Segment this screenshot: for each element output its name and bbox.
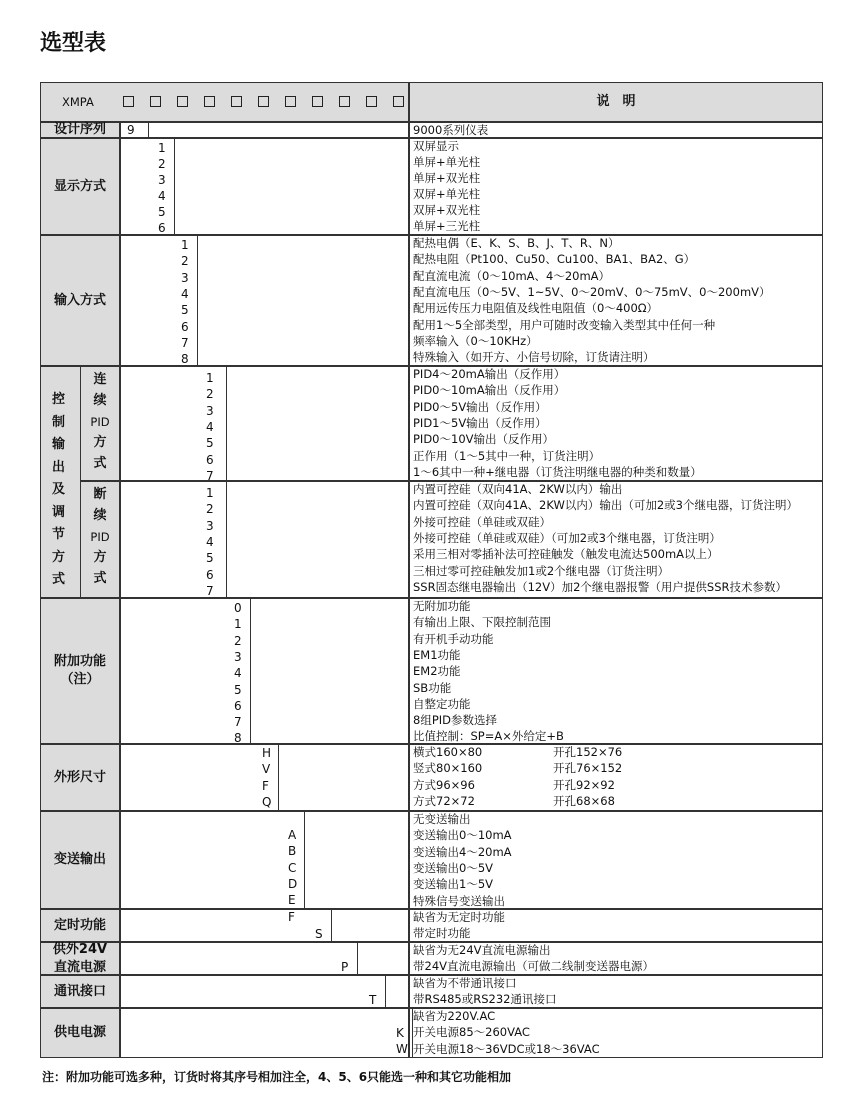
sub-label-char: 续 bbox=[93, 508, 107, 523]
row-desc: 外接可控硅（单硅或双硅）（可加2或3个继电器，订货注明） bbox=[413, 530, 721, 545]
row-code: T bbox=[369, 993, 377, 1007]
row-desc: 缺省为220V.AC bbox=[413, 1009, 496, 1023]
row-code: 1 bbox=[181, 238, 189, 252]
row-desc: 正作用（1～5其中一种，订货注明） bbox=[413, 448, 601, 463]
row-desc: 三相过零可控硅触发加1或2个继电器（订货注明） bbox=[413, 563, 670, 578]
row-code: 2 bbox=[206, 387, 214, 402]
row-code: 6 bbox=[158, 221, 166, 235]
column-divider bbox=[226, 366, 227, 481]
row-desc: 缺省为无24V直流电源输出 bbox=[413, 943, 551, 957]
row-label: 供外24V bbox=[52, 941, 108, 957]
row-code: 4 bbox=[158, 189, 166, 203]
row-code: 4 bbox=[206, 534, 214, 549]
row-code: 3 bbox=[206, 403, 214, 418]
row-label-char: 及 bbox=[52, 482, 66, 497]
row-code: 5 bbox=[158, 205, 166, 219]
row-label: 外形尺寸 bbox=[53, 769, 106, 785]
row-desc: PID1～5V输出（反作用） bbox=[413, 415, 547, 430]
row-label: 通讯接口 bbox=[53, 983, 106, 999]
row-code: 0 bbox=[234, 601, 242, 615]
sub-label-char: 方 bbox=[93, 550, 107, 565]
row-desc: 开关电源85～260VAC bbox=[413, 1025, 530, 1040]
row-code-cell bbox=[120, 975, 409, 1008]
row-code: P bbox=[341, 960, 349, 974]
row-desc: 内置可控硅（双向41A、2KW以内）输出（可加2或3个继电器，订货注明） bbox=[413, 498, 798, 513]
row-label-2: 直流电源 bbox=[53, 959, 106, 975]
row-desc: 外接可控硅（单硅或双硅） bbox=[413, 514, 551, 529]
row-code: 1 bbox=[206, 486, 214, 500]
column-divider bbox=[197, 235, 198, 366]
row-desc: 单屏+三光柱 bbox=[413, 219, 481, 233]
row-desc: 无变送输出 bbox=[413, 812, 471, 826]
row-code: 5 bbox=[206, 436, 214, 451]
row-code: 3 bbox=[158, 173, 166, 187]
row-code: 7 bbox=[181, 335, 189, 350]
row-label: 输入方式 bbox=[53, 292, 106, 308]
row-desc: 竖式80×160 bbox=[413, 761, 483, 776]
row-code: D bbox=[288, 876, 298, 891]
code-box bbox=[150, 96, 161, 107]
column-divider bbox=[385, 975, 386, 1008]
row-code: 9 bbox=[127, 123, 135, 137]
sub-label-char: 续 bbox=[93, 393, 107, 408]
row-desc: 配用远传压力电阻值及线性电阻值（0～400Ω） bbox=[413, 301, 659, 316]
code-box bbox=[204, 96, 215, 107]
row-desc: SSR固态继电器输出（12V）加2个继电器报警（用户提供SSR技术参数） bbox=[413, 579, 787, 594]
row-desc: 双屏+双光柱 bbox=[413, 203, 481, 217]
row-code: 6 bbox=[181, 319, 189, 334]
row-code: W bbox=[396, 1042, 408, 1057]
row-desc-2: 开孔152×76 bbox=[553, 745, 623, 759]
row-code: 2 bbox=[158, 157, 166, 171]
sub-code-cell bbox=[120, 481, 409, 598]
row-code: 1 bbox=[206, 371, 214, 385]
row-code: 1 bbox=[158, 141, 166, 155]
code-box bbox=[312, 96, 323, 107]
row-desc: 采用三相对零插补法可控硅触发（触发电流达500mA以上） bbox=[413, 547, 719, 562]
row-desc: 配直流电流（0～10mA、4～20mA） bbox=[413, 268, 611, 283]
row-label: 定时功能 bbox=[53, 917, 106, 933]
row-code: F bbox=[262, 778, 269, 793]
row-code: 2 bbox=[206, 502, 214, 517]
row-label-char: 输 bbox=[52, 437, 66, 452]
row-desc: PID0～10V输出（反作用） bbox=[413, 432, 554, 447]
column-divider bbox=[278, 744, 279, 811]
row-desc: PID4～20mA输出（反作用） bbox=[413, 367, 566, 381]
code-box bbox=[258, 96, 269, 107]
row-code: 7 bbox=[206, 583, 214, 598]
column-divider bbox=[174, 138, 175, 235]
row-desc: 有开机手动功能 bbox=[413, 631, 494, 646]
row-label: 变送输出 bbox=[53, 852, 106, 867]
row-desc: 有输出上限、下限控制范围 bbox=[413, 615, 551, 630]
row-desc: 双屏+单光柱 bbox=[413, 187, 481, 201]
row-code: E bbox=[288, 893, 296, 908]
row-code: 8 bbox=[181, 352, 189, 367]
row-label: 设计序列 bbox=[53, 122, 106, 137]
row-code: 6 bbox=[206, 567, 214, 582]
row-desc: 方式96×96 bbox=[413, 777, 475, 792]
row-desc: 变送输出1～5V bbox=[413, 877, 493, 892]
row-desc: SB功能 bbox=[413, 680, 452, 695]
row-desc: 开关电源18～36VDC或18～36VAC bbox=[413, 1041, 600, 1056]
sub-label-char: PID bbox=[90, 530, 110, 544]
row-desc: 配直流电压（0～5V、1~5V、0～20mV、0～75mV、0～200mV） bbox=[413, 284, 771, 299]
header-model-cell bbox=[40, 82, 409, 122]
column-divider bbox=[357, 942, 358, 975]
sub-label-char: 方 bbox=[93, 435, 107, 450]
row-code: 2 bbox=[181, 254, 189, 269]
row-desc: PID0～10mA输出（反作用） bbox=[413, 383, 566, 398]
row-desc: EM1功能 bbox=[413, 647, 461, 662]
row-desc: 方式72×72 bbox=[413, 793, 475, 808]
row-code: A bbox=[288, 828, 297, 842]
sub-code-cell bbox=[120, 366, 409, 481]
row-code: 7 bbox=[206, 468, 214, 483]
row-label-char: 节 bbox=[52, 527, 66, 542]
column-divider bbox=[226, 481, 227, 598]
column-divider bbox=[250, 598, 251, 744]
row-code: 3 bbox=[206, 518, 214, 533]
row-desc: 配用1～5全部类型，用户可随时改变输入类型其中任何一种 bbox=[413, 317, 716, 332]
row-code: 4 bbox=[206, 419, 214, 434]
row-desc: 带RS485或RS232通讯接口 bbox=[413, 992, 557, 1006]
row-code-cell bbox=[120, 235, 409, 366]
row-desc: 特殊信号变送输出 bbox=[413, 893, 505, 908]
row-code-cell bbox=[120, 122, 409, 138]
sub-label-char: PID bbox=[90, 415, 110, 429]
row-code-cell bbox=[120, 909, 409, 942]
column-divider bbox=[331, 909, 332, 942]
row-desc: EM2功能 bbox=[413, 664, 461, 679]
row-code-cell bbox=[120, 942, 409, 975]
row-desc: 1～6其中一种+继电器（订货注明继电器的种类和数量） bbox=[413, 464, 702, 479]
row-code: 2 bbox=[234, 633, 242, 648]
footnote: 注：附加功能可选多种，订货时将其序号相加注全，4、5、6只能选一种和其它功能相加 bbox=[42, 1070, 512, 1084]
row-desc: 频率输入（0～10KHz） bbox=[413, 333, 538, 348]
row-desc: 变送输出0～5V bbox=[413, 860, 493, 875]
row-code: 7 bbox=[234, 715, 242, 730]
row-code: K bbox=[396, 1026, 404, 1040]
row-label: 附加功能 bbox=[53, 654, 106, 669]
row-code-cell bbox=[120, 1008, 409, 1058]
row-desc: 内置可控硅（双向41A、2KW以内）输出 bbox=[413, 482, 623, 496]
row-code: 3 bbox=[234, 649, 242, 664]
row-code: 1 bbox=[234, 617, 242, 632]
row-desc: 特殊输入（如开方、小信号切除，订货请注明） bbox=[413, 350, 655, 365]
row-desc: 单屏+单光柱 bbox=[413, 155, 481, 169]
row-label-char: 控 bbox=[52, 392, 66, 407]
page-title: 选型表 bbox=[40, 31, 107, 56]
row-label-cell bbox=[40, 598, 120, 744]
row-desc: 横式160×80 bbox=[413, 745, 483, 759]
row-code: S bbox=[315, 927, 323, 941]
row-desc: 单屏+双光柱 bbox=[413, 171, 481, 185]
row-label-char: 出 bbox=[52, 459, 66, 475]
row-desc: 双屏显示 bbox=[413, 139, 459, 153]
sub-label-char: 式 bbox=[93, 571, 107, 586]
row-desc-2: 开孔76×152 bbox=[553, 761, 623, 776]
row-code: 8 bbox=[234, 731, 242, 746]
row-desc-2: 开孔92×92 bbox=[553, 777, 615, 792]
row-desc: 变送输出4～20mA bbox=[413, 844, 512, 859]
row-code: F bbox=[288, 909, 295, 924]
row-desc: 带24V直流电源输出（可做二线制变送器电源） bbox=[413, 959, 654, 973]
row-label-char: 方 bbox=[52, 549, 66, 565]
row-code-cell bbox=[120, 811, 409, 909]
row-desc: 比值控制：SP=A×外给定+B bbox=[413, 729, 564, 744]
row-code: B bbox=[288, 844, 297, 859]
row-code: 3 bbox=[181, 270, 189, 285]
row-desc: 配热电偶（E、K、S、B、J、T、R、N） bbox=[413, 236, 620, 250]
code-box bbox=[177, 96, 188, 107]
sub-label-char: 断 bbox=[93, 487, 107, 502]
row-label: 供电电源 bbox=[53, 1025, 106, 1040]
code-box bbox=[339, 96, 350, 107]
code-box bbox=[393, 96, 404, 107]
row-code: 6 bbox=[206, 452, 214, 467]
row-label-char: 制 bbox=[52, 414, 66, 430]
row-desc: 9000系列仪表 bbox=[413, 123, 489, 137]
row-desc: 带定时功能 bbox=[413, 926, 471, 940]
row-desc: 自整定功能 bbox=[413, 696, 471, 711]
row-code: C bbox=[288, 860, 297, 875]
row-code: H bbox=[262, 746, 272, 760]
code-box bbox=[231, 96, 242, 107]
sub-label-char: 连 bbox=[93, 372, 107, 387]
row-code: Q bbox=[262, 794, 272, 809]
row-desc: 缺省为不带通讯接口 bbox=[413, 976, 517, 990]
row-code: 4 bbox=[234, 666, 242, 681]
header-desc: 说 明 bbox=[596, 94, 636, 109]
code-box bbox=[123, 96, 134, 107]
row-label-char: 调 bbox=[52, 504, 66, 520]
row-label: 显示方式 bbox=[53, 178, 106, 194]
code-box bbox=[366, 96, 377, 107]
row-code: 5 bbox=[181, 303, 189, 318]
row-label-char: 式 bbox=[52, 572, 66, 587]
row-label-2: （注） bbox=[60, 672, 100, 687]
sub-label-char: 式 bbox=[93, 456, 107, 471]
row-desc-2: 开孔68×68 bbox=[553, 793, 615, 808]
row-desc: 8组PID参数选择 bbox=[413, 713, 497, 728]
row-code: V bbox=[262, 762, 271, 777]
row-code-cell bbox=[120, 598, 409, 744]
row-code: 5 bbox=[234, 682, 242, 697]
column-divider bbox=[304, 811, 305, 909]
row-desc: 配热电阻（Pt100、Cu50、Cu100、BA1、BA2、G） bbox=[413, 252, 696, 267]
header-model: XMPA bbox=[62, 95, 94, 109]
row-desc: 缺省为无定时功能 bbox=[413, 910, 505, 924]
row-desc: 变送输出0～10mA bbox=[413, 828, 512, 843]
row-code: 4 bbox=[181, 286, 189, 301]
code-box bbox=[285, 96, 296, 107]
row-code: 5 bbox=[206, 551, 214, 566]
row-desc: 无附加功能 bbox=[413, 599, 471, 613]
row-desc: PID0～5V输出（反作用） bbox=[413, 399, 547, 414]
column-divider bbox=[148, 122, 149, 138]
row-code: 6 bbox=[234, 698, 242, 713]
